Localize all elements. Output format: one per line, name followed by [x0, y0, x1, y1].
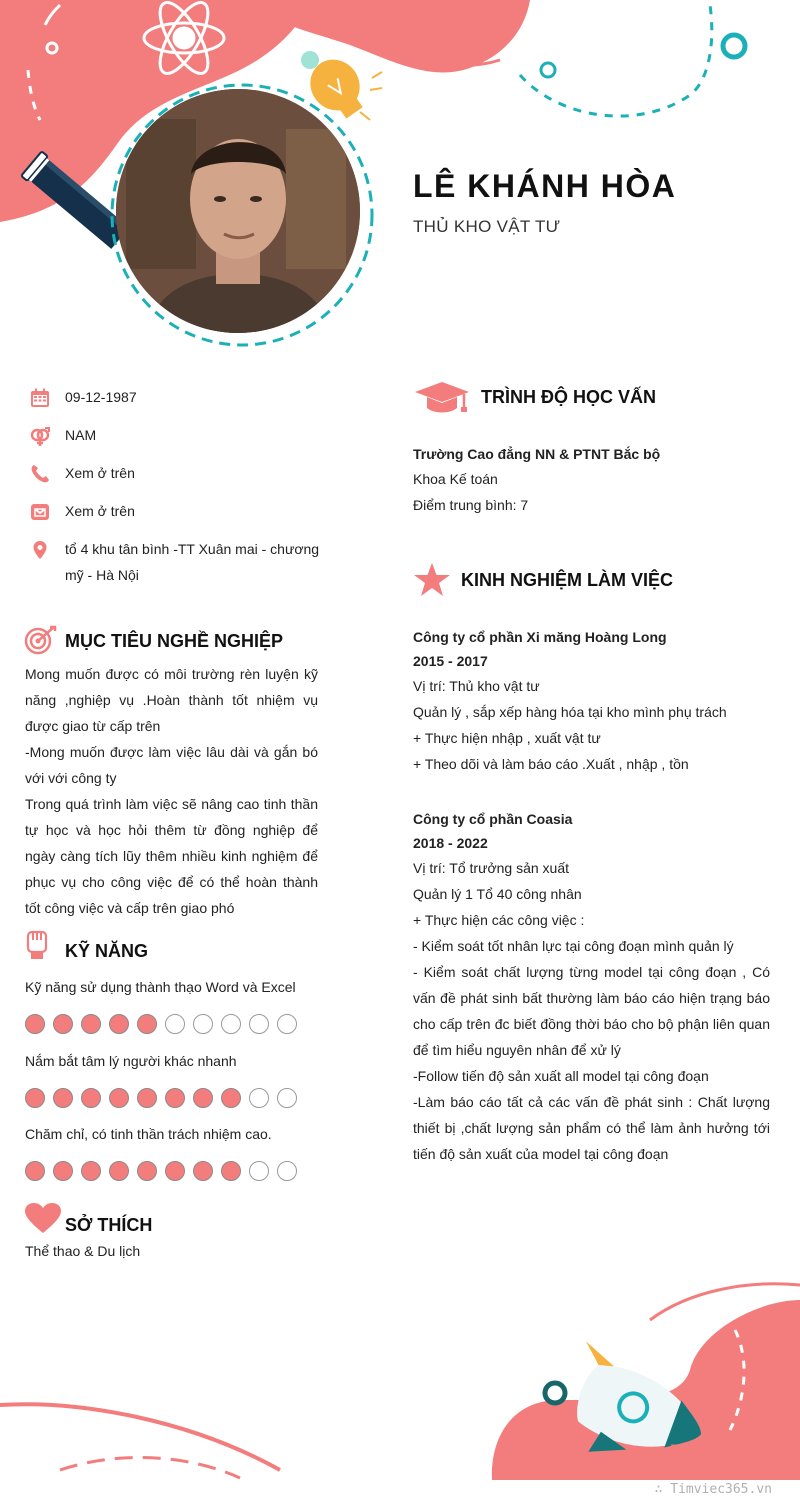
job-title: THỦ KHO VẬT TƯ — [413, 217, 561, 236]
rating-dot-empty — [277, 1088, 297, 1108]
rating-dot-empty — [249, 1161, 269, 1181]
rating-dot-empty — [221, 1014, 241, 1034]
gender-icon — [30, 426, 50, 446]
gender-value: NAM — [65, 427, 97, 443]
avatar-silhouette-icon — [116, 89, 360, 333]
skills-title: KỸ NĂNG — [65, 941, 149, 961]
rating-dot-filled — [81, 1088, 101, 1108]
calendar-icon — [30, 388, 50, 408]
job-2-company: Công ty cổ phần Coasia — [413, 811, 573, 827]
rating-dot-filled — [53, 1161, 73, 1181]
email-icon — [30, 502, 50, 522]
rating-dot-filled — [193, 1088, 213, 1108]
address-value: tổ 4 khu tân bình -TT Xuân mai - chương mỹ - Hà Nội — [65, 541, 320, 583]
heart-icon — [24, 1202, 62, 1234]
job-1-position: Vị trí: Thủ kho vật tư — [413, 678, 540, 694]
skill-1-name: Kỹ năng sử dụng thành thạo Word và Excel — [25, 979, 296, 995]
job-2-details: Quản lý 1 Tổ 40 công nhân + Thực hiện các công việc : - Kiểm soát tốt nhân lực tại công đoạn mình quản lý - Kiểm soát chất lượng từng model tại công đoạn , Có vấn đề phát sinh bất thường làm báo cáo hiện trạng báo cho cấp trên đc biết đồng thời báo cho bộ phận liên quan để tìm hiểu nguyên nhân để xử lý -Follow tiến độ sản xuất all model tại công đoạn -Làm báo cáo tất cả các vấn đề phát sinh : Chất lượng thiết bị ,chất lượng sản phẩm có thể làm ảnh hưởng tới tiến độ sản xuất của model tại công đoạn — [413, 886, 770, 1162]
info-gender — [30, 422, 330, 448]
skill-2-rating — [25, 1088, 297, 1108]
rating-dot-filled — [165, 1088, 185, 1108]
objective-title: MỤC TIÊU NGHỀ NGHIỆP — [65, 631, 284, 651]
skill-2-name: Nắm bắt tâm lý người khác nhanh — [25, 1053, 237, 1069]
watermark: ∴ Timviec365.vn — [654, 1482, 772, 1497]
candidate-name: LÊ KHÁNH HÒA — [413, 168, 677, 204]
location-pin-icon — [30, 540, 50, 560]
phone-icon — [30, 464, 50, 484]
hobbies-title: SỞ THÍCH — [65, 1215, 153, 1235]
rating-dot-filled — [109, 1161, 129, 1181]
rating-dot-filled — [137, 1088, 157, 1108]
rating-dot-filled — [137, 1161, 157, 1181]
phone-value: Xem ở trên — [65, 465, 135, 481]
education-gpa: Điểm trung bình: 7 — [413, 497, 529, 513]
education-faculty: Khoa Kế toán — [413, 471, 498, 487]
info-address — [30, 536, 330, 588]
email-value: Xem ở trên — [65, 503, 135, 519]
rating-dot-filled — [193, 1161, 213, 1181]
job-1-period: 2015 - 2017 — [413, 653, 488, 669]
education-school: Trường Cao đẳng NN & PTNT Bắc bộ — [413, 446, 661, 462]
rating-dot-empty — [277, 1161, 297, 1181]
rating-dot-empty — [193, 1014, 213, 1034]
education-title: TRÌNH ĐỘ HỌC VẤN — [481, 387, 656, 407]
rating-dot-filled — [137, 1014, 157, 1034]
birthdate-value: 09-12-1987 — [65, 389, 137, 405]
job-1-details: Quản lý , sắp xếp hàng hóa tại kho mình phụ trách + Thực hiện nhập , xuất vật tư + Theo dõi và làm báo cáo .Xuất , nhập , tồn — [413, 704, 727, 772]
rating-dot-filled — [25, 1088, 45, 1108]
rating-dot-filled — [53, 1088, 73, 1108]
rating-dot-empty — [249, 1014, 269, 1034]
job-2-period: 2018 - 2022 — [413, 835, 488, 851]
skill-3-rating — [25, 1161, 297, 1181]
rating-dot-empty — [277, 1014, 297, 1034]
experience-title: KINH NGHIỆM LÀM VIỆC — [461, 570, 674, 590]
objective-text: Mong muốn được có môi trường rèn luyện kỹ năng ,nghiệp vụ .Hoàn thành tốt nhiệm vụ được giao từ cấp trên -Mong muốn được làm việc lâu dài và gắn bó với với công ty Trong quá trình làm việc sẽ nâng cao tinh thần tự học và học hỏi thêm từ đồng nghiệp để ngày càng tích lũy thêm nhiều kinh nghiệm để phục vụ cho công việc để có thể hoàn thành tốt công việc và cấp trên giao phó — [25, 666, 318, 916]
star-icon — [413, 562, 451, 598]
rating-dot-filled — [109, 1014, 129, 1034]
info-email — [30, 498, 330, 524]
skill-3-name: Chăm chỉ, có tinh thần trách nhiệm cao. — [25, 1126, 272, 1142]
rating-dot-empty — [165, 1014, 185, 1034]
graduation-cap-icon — [414, 380, 470, 414]
rating-dot-filled — [81, 1161, 101, 1181]
hobbies-text: Thể thao & Du lịch — [25, 1243, 141, 1259]
rating-dot-filled — [221, 1161, 241, 1181]
rating-dot-filled — [165, 1161, 185, 1181]
job-2-position: Vị trí: Tổ trưởng sản xuất — [413, 860, 570, 876]
rating-dot-filled — [25, 1161, 45, 1181]
skill-1-rating — [25, 1014, 297, 1034]
info-phone — [30, 460, 330, 486]
rating-dot-filled — [221, 1088, 241, 1108]
rating-dot-filled — [81, 1014, 101, 1034]
raised-fist-icon — [26, 930, 48, 960]
rating-dot-filled — [25, 1014, 45, 1034]
rating-dot-filled — [53, 1014, 73, 1034]
rating-dot-filled — [109, 1088, 129, 1108]
info-birthdate — [30, 384, 330, 410]
job-1-company: Công ty cổ phần Xi măng Hoàng Long — [413, 629, 667, 645]
target-icon — [24, 625, 58, 655]
profile-photo — [116, 89, 360, 333]
rating-dot-empty — [249, 1088, 269, 1108]
